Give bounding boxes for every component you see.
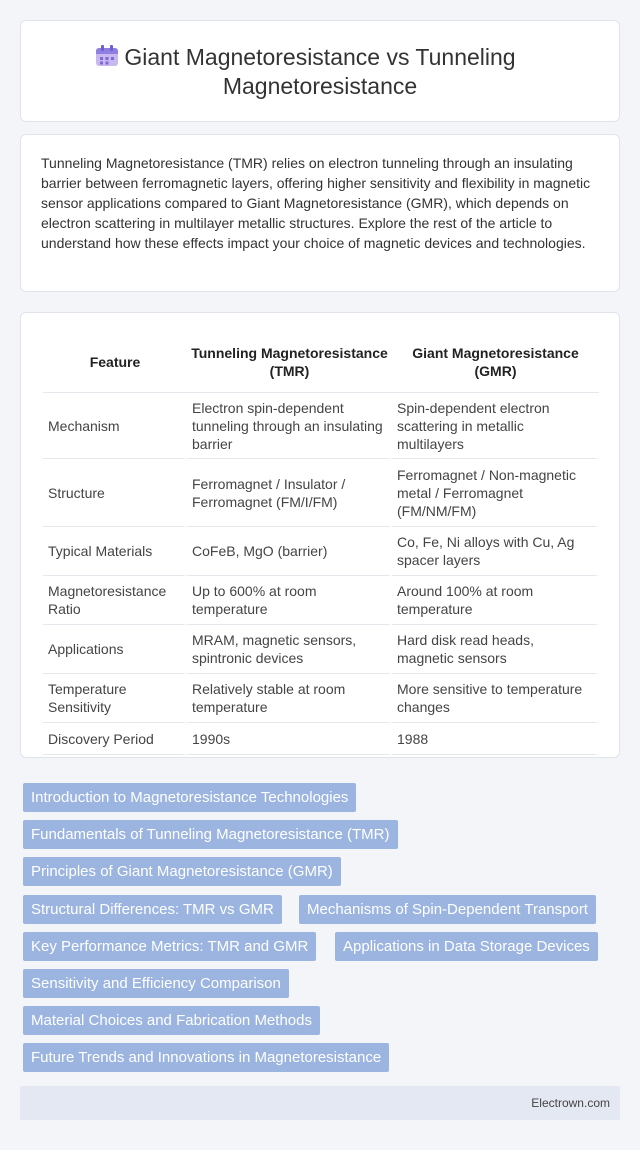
table-cell: Spin-dependent electron scattering in metallic multilayers <box>392 393 599 459</box>
table-cell: Magnetoresistance Ratio <box>43 576 187 625</box>
table-row <box>43 459 599 527</box>
footer <box>20 1086 620 1120</box>
intro-paragraph: Tunneling Magnetoresistance (TMR) relies on electron tunneling through an insulating barrier between ferromagnetic layers, offering higher sensitivity and flexibility in magnetic sensor applications compared to Giant Magnetoresistance (GMR), which depends on electron scattering in multilayer metallic structures. Explore the rest of the article to understand how these effects impact your choice of magnetic devices and technologies. <box>41 155 591 251</box>
table-cell: Ferromagnet / Non-magnetic metal / Ferromagnet (FM/NM/FM) <box>392 459 599 527</box>
table-cell: Up to 600% at room temperature <box>187 576 392 625</box>
table-cell: Hard disk read heads, magnetic sensors <box>392 625 599 674</box>
table-cell: Discovery Period <box>43 723 187 755</box>
table-cell: Ferromagnet / Insulator / Ferromagnet (FM/I/FM) <box>187 459 392 527</box>
table-cell: Around 100% at room temperature <box>392 576 599 625</box>
tag-link[interactable]: Fundamentals of Tunneling Magnetoresistance (TMR) <box>23 820 398 849</box>
tag-link[interactable]: Applications in Data Storage Devices <box>335 932 598 961</box>
table-header-row <box>43 331 599 393</box>
comparison-table <box>43 331 599 755</box>
table-header-cell: Giant Magnetoresistance (GMR) <box>392 331 599 393</box>
table-header-cell: Feature <box>43 331 187 393</box>
table-cell: Applications <box>43 625 187 674</box>
comparison-table-card <box>20 312 620 758</box>
page-title: Giant Magnetoresistance vs Tunneling Magnetoresistance <box>124 44 516 99</box>
title-card <box>20 20 620 122</box>
table-cell: Electron spin-dependent tunneling through an insulating barrier <box>187 393 392 459</box>
tag-link[interactable]: Structural Differences: TMR vs GMR <box>23 895 282 924</box>
tag-link[interactable]: Principles of Giant Magnetoresistance (GMR) <box>23 857 341 886</box>
table-header-cell: Tunneling Magnetoresistance (TMR) <box>187 331 392 393</box>
table-row <box>43 674 599 723</box>
tag-link[interactable]: Key Performance Metrics: TMR and GMR <box>23 932 316 961</box>
tag-link[interactable]: Future Trends and Innovations in Magnetoresistance <box>23 1043 389 1072</box>
footer-site-name: Electrown.com <box>531 1096 610 1110</box>
table-cell: Structure <box>43 459 187 527</box>
table-cell: MRAM, magnetic sensors, spintronic devices <box>187 625 392 674</box>
tag-link[interactable]: Material Choices and Fabrication Methods <box>23 1006 320 1035</box>
table-cell: Mechanism <box>43 393 187 459</box>
table-cell: Relatively stable at room temperature <box>187 674 392 723</box>
table-cell: More sensitive to temperature changes <box>392 674 599 723</box>
tag-link[interactable]: Sensitivity and Efficiency Comparison <box>23 969 289 998</box>
tag-link[interactable]: Introduction to Magnetoresistance Technologies <box>23 783 356 812</box>
table-cell: 1990s <box>187 723 392 755</box>
table-row <box>43 625 599 674</box>
table-cell: Co, Fe, Ni alloys with Cu, Ag spacer layers <box>392 527 599 576</box>
table-row <box>43 576 599 625</box>
tag-link[interactable]: Mechanisms of Spin-Dependent Transport <box>299 895 596 924</box>
intro-card <box>20 134 620 292</box>
table-row <box>43 527 599 576</box>
table-row <box>43 393 599 459</box>
table-cell: 1988 <box>392 723 599 755</box>
table-cell: Typical Materials <box>43 527 187 576</box>
table-cell: Temperature Sensitivity <box>43 674 187 723</box>
table-row <box>43 723 599 755</box>
table-cell: CoFeB, MgO (barrier) <box>187 527 392 576</box>
